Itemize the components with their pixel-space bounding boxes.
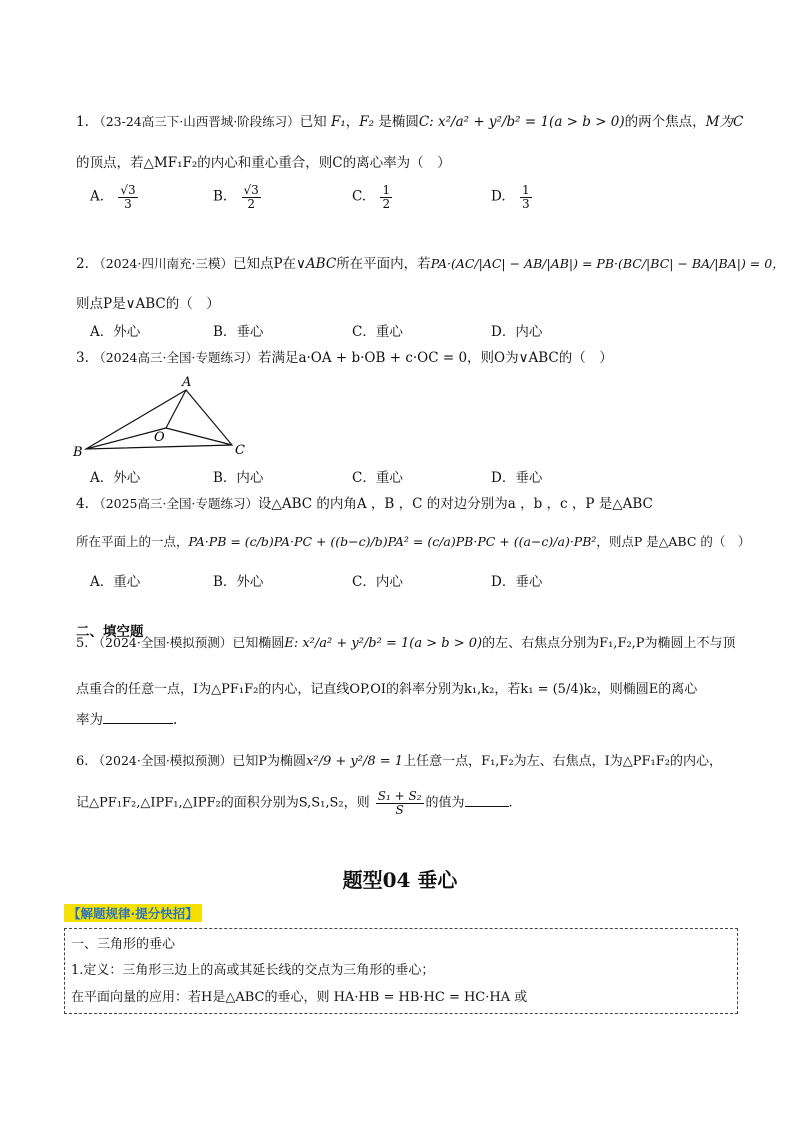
q3-option-d[interactable]: D．垂心 xyxy=(491,470,543,486)
q3-line-co xyxy=(166,428,232,445)
q5-line3-end: . xyxy=(173,712,178,728)
q5-text-a: 已知椭圆 xyxy=(232,636,285,651)
q4-text: 设△ABC 的内角A ，B ，C 的对边分别为a ，b ，c ，P 是△ABC xyxy=(257,496,653,512)
q3-option-a[interactable]: A．外心 xyxy=(90,470,141,486)
q1-option-c[interactable] xyxy=(352,184,394,210)
q6-text-a: 已知P为椭圆 xyxy=(232,754,307,769)
q5-answer-blank[interactable] xyxy=(103,711,173,724)
q1-f1: F₁ xyxy=(330,114,346,130)
q1-text-c: 的两个焦点， xyxy=(624,114,706,130)
q1-option-d-key: D. xyxy=(491,188,506,205)
q1-d-num: 1 xyxy=(521,183,530,197)
q5-ellipse-eq: E: x²/a² + y²/b² = 1(a > b > 0) xyxy=(284,636,483,651)
q3-label-o: O xyxy=(154,430,165,445)
q2-text-a: 已知点P在 xyxy=(232,256,297,272)
q4-number: 4. xyxy=(76,496,89,512)
q1-d-den: 3 xyxy=(521,196,530,211)
q4-source: （2025高三·全国·专题练习） xyxy=(93,496,258,511)
box-row-definition: 1.定义：三角形三边上的高或其延长线的交点为三角形的垂心； xyxy=(71,963,435,978)
q5-text-b: 的左、右焦点分别为F₁,F₂,P为椭圆上不与顶 xyxy=(482,636,736,651)
q1-option-a[interactable] xyxy=(90,184,140,210)
q6-line2a: 记△PF₁F₂,△IPF₁,△IPF₂的面积分别为S,S₁,S₂，则 xyxy=(76,795,370,811)
q3-line1 xyxy=(76,346,613,366)
q6-source: （2024·全国·模拟预测） xyxy=(92,753,233,768)
q1-c-num: 1 xyxy=(382,183,391,197)
q4-line2c: ，则点P 是△ABC 的（ ） xyxy=(596,534,751,549)
q5-line1 xyxy=(76,632,736,651)
box-row-vector: 在平面向量的应用：若H是△ABC的垂心，则 HA·HB = HB·HC = HC·HA 或 xyxy=(71,990,528,1005)
q6-text-b: 上任意一点，F₁,F₂为左、右焦点，I为△PF₁F₂的内心， xyxy=(403,754,723,769)
q1-option-c-key: C. xyxy=(352,188,367,205)
q4-line2 xyxy=(76,532,750,550)
q5-line3-text: 率为 xyxy=(76,712,103,728)
q2-option-c[interactable]: C．重心 xyxy=(352,324,403,340)
q3-option-c[interactable]: C．重心 xyxy=(352,470,403,486)
q1-text-b: 是椭圆 xyxy=(378,114,419,130)
q3-source: （2024高三·全国·专题练习） xyxy=(93,350,258,365)
q5-source: （2024·全国·模拟预测） xyxy=(92,635,233,650)
q1-text-a: 已知 xyxy=(299,114,327,130)
q6-ellipse-eq: x²/9 + y²/8 = 1 xyxy=(306,754,404,769)
q1-option-b-key: B. xyxy=(213,188,228,205)
q1-number: 1. xyxy=(76,114,89,130)
q3-label-a: A xyxy=(182,375,192,390)
q2-source: （2024·四川南充·三模） xyxy=(93,256,233,271)
q2-vector-expr: PA·(AC/|AC| − AB/|AB|) = PB·(BC/|BC| − BA/|BA|) = 0， xyxy=(430,256,785,271)
q3-number: 3. xyxy=(76,350,89,366)
q4-option-b[interactable]: B．外心 xyxy=(213,574,264,590)
q1-b-num: √3 xyxy=(243,183,259,197)
box-row-heading: 一、三角形的垂心 xyxy=(71,937,176,952)
q1-option-d[interactable] xyxy=(491,184,534,210)
q1-option-a-key: A. xyxy=(90,188,105,205)
q3-label-c: C xyxy=(235,443,245,458)
q2-triangle: ∨ABC xyxy=(296,256,337,272)
q2-option-b[interactable]: B．垂心 xyxy=(213,324,264,340)
q3-text: 若满足a·OA + b·OB + c·OC = 0，则O为∨ABC的（ ） xyxy=(257,350,613,366)
section-heading-fill-blank: 二、填空题 xyxy=(76,624,144,640)
q1-c-den: 2 xyxy=(382,196,391,211)
q3-label-b: B xyxy=(73,445,83,460)
q1-line2: 的顶点，若△MF₁F₂的内心和重心重合，则C的离心率为（ ） xyxy=(76,155,451,171)
q2-option-d[interactable]: D．内心 xyxy=(491,324,543,340)
q6-line1 xyxy=(76,750,722,769)
q6-line2-end: . xyxy=(508,795,513,811)
page-title: 题型04 垂心 xyxy=(342,868,458,892)
method-box xyxy=(64,928,738,1014)
q1-a-den: 3 xyxy=(124,196,132,211)
q1-line1: 1. （23-24高三下·山西晋城·阶段练习）已知 F₁，F₂ 是椭圆C: x²/a² + y²/b² = 1(a > b > 0)的两个焦点，M为C xyxy=(76,114,744,130)
q6-line2 xyxy=(76,790,513,816)
q6-frac-num: S₁ + S₂ xyxy=(377,789,422,803)
q4-line1 xyxy=(76,492,653,512)
q4-option-c[interactable]: C．内心 xyxy=(352,574,403,590)
q5-number: 5. xyxy=(76,636,89,651)
q2-number: 2. xyxy=(76,256,89,272)
q2-line1 xyxy=(76,252,785,272)
q1-a-num: √3 xyxy=(120,183,136,197)
q4-option-d[interactable]: D．垂心 xyxy=(491,574,543,590)
q6-line2b: 的值为 xyxy=(425,795,465,811)
q1-text-d: M为C xyxy=(705,114,744,130)
q3-triangle-figure xyxy=(70,372,260,464)
q6-frac-den: S xyxy=(395,802,404,817)
q4-option-a[interactable]: A．重心 xyxy=(90,574,141,590)
q5-line3 xyxy=(76,708,177,728)
q6-number: 6. xyxy=(76,754,89,769)
q4-equation: PA·PB = (c/b)PA·PC + ((b−c)/b)PA² = (c/a)PB·PC + ((a−c)/a)·PB² xyxy=(188,534,597,549)
tip-label: 【解题规律·提分快招】 xyxy=(64,904,202,922)
q6-answer-blank[interactable] xyxy=(465,794,509,807)
q3-option-b[interactable]: B．内心 xyxy=(213,470,264,486)
q1-source: （23-24高三下·山西晋城·阶段练习） xyxy=(93,114,300,129)
q2-line2: 则点P是∨ABC的（ ） xyxy=(76,296,220,312)
q1-ellipse-eq: C: x²/a² + y²/b² = 1(a > b > 0) xyxy=(418,114,625,130)
q1-option-b[interactable] xyxy=(213,184,263,210)
q2-option-a[interactable]: A．外心 xyxy=(90,324,141,340)
q2-text-b: 所在平面内，若 xyxy=(336,256,431,272)
q4-line2a: 所在平面上的一点， xyxy=(76,534,189,549)
q1-f2: F₂ xyxy=(359,114,375,130)
q5-line2: 点重合的任意一点，I为△PF₁F₂的内心，记直线OP,OI的斜率分别为k₁,k₂，若k₁ = (5/4)k₂，则椭圆E的离心 xyxy=(76,682,698,697)
q1-b-den: 2 xyxy=(247,196,255,211)
